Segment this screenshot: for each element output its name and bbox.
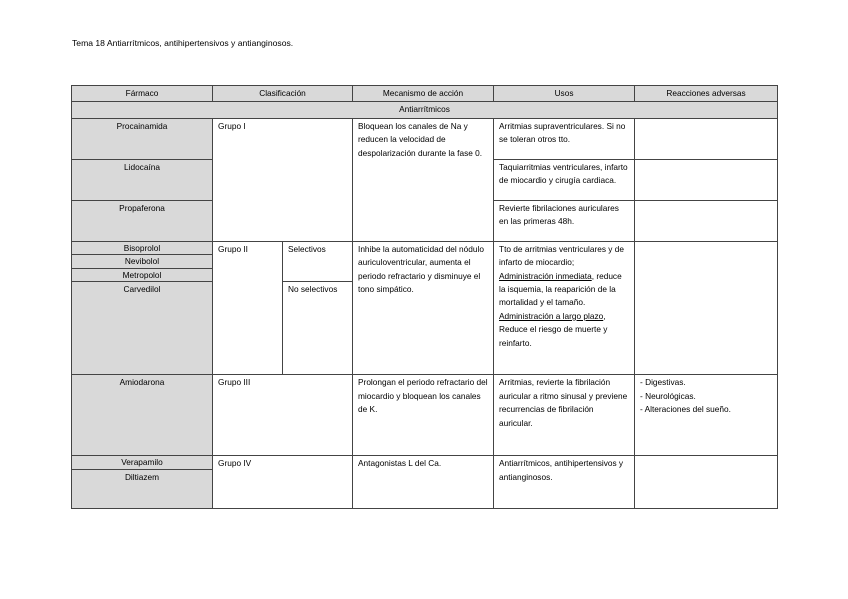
header-reacciones: Reacciones adversas — [635, 86, 778, 102]
usos-cell: Revierte fibrilaciones auriculares en las primeras 48h. — [494, 200, 635, 241]
usos-cell — [494, 241, 635, 375]
clasificacion-cell: Grupo III — [213, 375, 353, 456]
reaccion-item: - Neurológicas. — [640, 390, 696, 401]
document-title: Tema 18 Antiarrítmicos, antihipertensivos y antianginosos. — [72, 38, 294, 48]
reacciones-cell — [635, 375, 778, 456]
usos-text: , Reduce el riesgo de muerte y reinfarto. — [499, 310, 608, 348]
mecanismo-cell: Bloquean los canales de Na y reducen la velocidad de despolarización durante la fase 0. — [353, 118, 494, 241]
mecanismo-cell: Inhibe la automaticidad del nódulo auriculoventricular, aumenta el periodo refractario y disminuye el tono simpático. — [353, 241, 494, 375]
header-usos: Usos — [494, 86, 635, 102]
usos-cell: Arritmias supraventriculares. Si no se toleran otros tto. — [494, 118, 635, 159]
table-row — [72, 118, 778, 159]
header-row — [72, 86, 778, 102]
reaccion-item: - Digestivas. — [640, 377, 686, 388]
usos-text: Tto de arritmias ventriculares y de infarto de miocardio; — [499, 243, 624, 268]
table-row — [72, 241, 778, 255]
subclase-cell: No selectivos — [283, 282, 353, 375]
reacciones-cell — [635, 159, 778, 200]
drug-name: Verapamilo — [72, 456, 213, 470]
drug-name: Carvedilol — [72, 282, 213, 375]
clasificacion-cell: Grupo II — [213, 241, 283, 375]
usos-underlined: Administración a largo plazo — [499, 310, 604, 321]
reacciones-cell — [635, 200, 778, 241]
mecanismo-cell: Antagonistas L del Ca. — [353, 456, 494, 509]
reacciones-cell — [635, 456, 778, 509]
header-clasificacion: Clasificación — [213, 86, 353, 102]
usos-cell: Arritmias, revierte la fibrilación auricular a ritmo sinusal y previene recurrencias de fibrilación auricular. — [494, 375, 635, 456]
drug-name: Lidocaína — [72, 159, 213, 200]
usos-cell: Antiarrítmicos, antihipertensivos y antianginosos. — [494, 456, 635, 509]
drug-name: Nevibolol — [72, 255, 213, 269]
reaccion-item: - Alteraciones del sueño. — [640, 404, 731, 415]
reacciones-cell — [635, 118, 778, 159]
table-row — [72, 375, 778, 456]
drug-name: Metropolol — [72, 268, 213, 282]
usos-text: , reduce la isquemia, la reaparición de la mortalidad y el tamaño. — [499, 270, 622, 308]
drug-table — [71, 85, 778, 509]
usos-cell: Taquiarritmias ventriculares, infarto de miocardio y cirugía cardiaca. — [494, 159, 635, 200]
drug-name: Diltiazem — [72, 469, 213, 508]
usos-underlined: Administración inmediata — [499, 270, 592, 281]
header-farmaco: Fármaco — [72, 86, 213, 102]
header-mecanismo: Mecanismo de acción — [353, 86, 494, 102]
drug-name: Amiodarona — [72, 375, 213, 456]
drug-name: Bisoprolol — [72, 241, 213, 255]
table-row — [72, 456, 778, 470]
clasificacion-cell: Grupo IV — [213, 456, 353, 509]
clasificacion-cell: Grupo I — [213, 118, 353, 241]
section-row — [72, 102, 778, 118]
reacciones-cell — [635, 241, 778, 375]
subclase-cell: Selectivos — [283, 241, 353, 282]
mecanismo-cell: Prolongan el periodo refractario del miocardio y bloquean los canales de K. — [353, 375, 494, 456]
drug-name: Propaferona — [72, 200, 213, 241]
section-title: Antiarrítmicos — [72, 102, 778, 118]
drug-name: Procainamida — [72, 118, 213, 159]
